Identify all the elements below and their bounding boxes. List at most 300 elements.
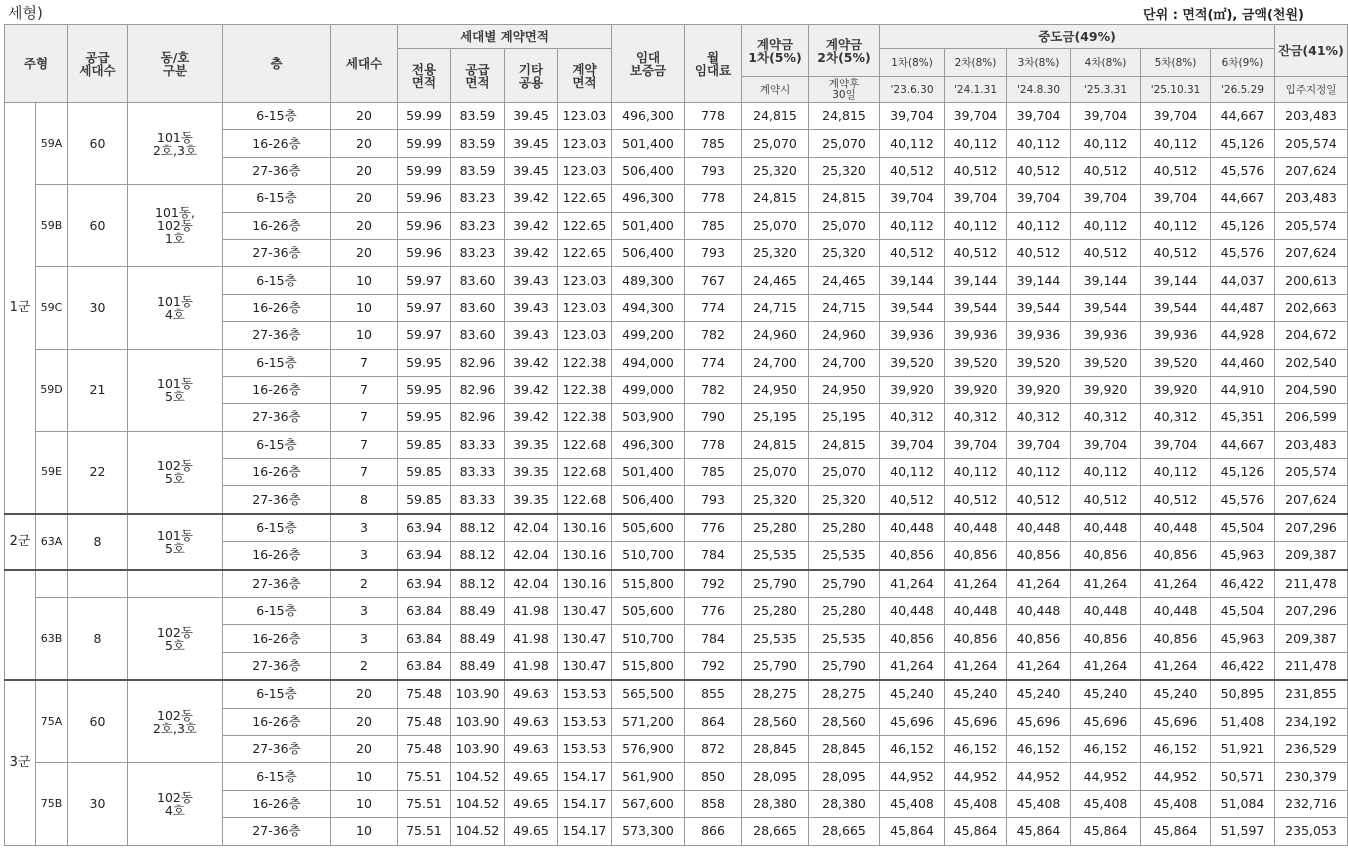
table-row <box>5 680 1348 708</box>
table-cell: 3 <box>331 514 398 542</box>
table-cell: 25,070 <box>809 212 880 239</box>
table-cell: 44,667 <box>1211 103 1275 130</box>
table-cell: 46,152 <box>1007 735 1071 762</box>
table-cell: 39.42 <box>505 349 558 376</box>
table-cell: 25,320 <box>809 239 880 266</box>
table-cell: 153.53 <box>558 735 612 762</box>
table-cell: 25,535 <box>809 542 880 570</box>
table-cell: 130.16 <box>558 570 612 598</box>
table-cell: 20 <box>331 680 398 708</box>
table-cell: 45,576 <box>1211 486 1275 514</box>
type-label <box>36 570 68 598</box>
table-cell: 25,320 <box>742 239 809 266</box>
table-cell: 153.53 <box>558 680 612 708</box>
table-cell: 45,864 <box>880 818 945 845</box>
type-label: 75B <box>36 763 68 845</box>
table-cell: 40,856 <box>1071 542 1141 570</box>
table-cell: 16-26층 <box>223 625 331 652</box>
table-cell: 205,574 <box>1275 459 1348 486</box>
table-cell: 104.52 <box>451 790 505 817</box>
table-cell: 39,704 <box>945 103 1007 130</box>
table-cell: 209,387 <box>1275 625 1348 652</box>
table-cell: 46,422 <box>1211 570 1275 598</box>
supply-units: 60 <box>68 103 128 185</box>
table-cell: 83.59 <box>451 103 505 130</box>
table-cell: 27-36층 <box>223 322 331 349</box>
table-cell: 792 <box>685 570 742 598</box>
table-row <box>5 763 1348 790</box>
table-cell: 39,704 <box>880 431 945 458</box>
table-cell: 16-26층 <box>223 459 331 486</box>
table-cell: 496,300 <box>612 185 685 212</box>
table-cell: 83.33 <box>451 459 505 486</box>
table-cell: 20 <box>331 735 398 762</box>
table-cell: 153.53 <box>558 708 612 735</box>
table-cell: 40,512 <box>1071 486 1141 514</box>
table-cell: 44,952 <box>1141 763 1211 790</box>
table-cell: 24,960 <box>809 322 880 349</box>
table-cell: 83.23 <box>451 185 505 212</box>
table-cell: 41,264 <box>1141 570 1211 598</box>
table-cell: 24,960 <box>742 322 809 349</box>
table-cell: 39,704 <box>880 103 945 130</box>
table-cell: 59.85 <box>398 431 451 458</box>
table-cell: 25,070 <box>742 212 809 239</box>
table-cell: 499,200 <box>612 322 685 349</box>
supply-units: 30 <box>68 267 128 349</box>
table-cell: 44,952 <box>945 763 1007 790</box>
table-cell: 122.65 <box>558 185 612 212</box>
table-cell: 88.49 <box>451 598 505 625</box>
table-cell: 41,264 <box>880 570 945 598</box>
table-cell: 40,448 <box>1007 598 1071 625</box>
header-mid-date-1: '23.6.30 <box>880 77 945 103</box>
header-mid-6: 6차(9%) <box>1211 49 1275 77</box>
table-cell: 59.99 <box>398 103 451 130</box>
group-label: 1군 <box>5 103 36 514</box>
table-cell: 45,408 <box>945 790 1007 817</box>
header-exclusive: 전용 면적 <box>398 49 451 103</box>
table-cell: 205,574 <box>1275 212 1348 239</box>
table-cell: 88.49 <box>451 652 505 680</box>
table-cell: 40,112 <box>880 212 945 239</box>
type-label: 63B <box>36 598 68 681</box>
table-cell: 784 <box>685 625 742 652</box>
table-cell: 49.63 <box>505 708 558 735</box>
table-cell: 782 <box>685 322 742 349</box>
table-cell: 24,815 <box>809 103 880 130</box>
header-type: 주형 <box>5 25 68 103</box>
type-label: 75A <box>36 680 68 763</box>
supply-units <box>68 570 128 598</box>
table-cell: 25,320 <box>809 486 880 514</box>
table-cell: 8 <box>331 486 398 514</box>
table-cell: 41,264 <box>945 652 1007 680</box>
price-table <box>4 24 1348 846</box>
table-cell: 45,240 <box>880 680 945 708</box>
table-row <box>5 185 1348 212</box>
table-cell: 25,070 <box>742 130 809 157</box>
table-cell: 25,195 <box>742 404 809 431</box>
table-cell: 573,300 <box>612 818 685 845</box>
table-cell: 25,535 <box>742 625 809 652</box>
table-cell: 88.12 <box>451 514 505 542</box>
table-cell: 51,597 <box>1211 818 1275 845</box>
table-cell: 10 <box>331 790 398 817</box>
table-cell: 39,544 <box>1007 294 1071 321</box>
table-cell: 40,512 <box>945 239 1007 266</box>
table-cell: 39.42 <box>505 239 558 266</box>
supply-units: 8 <box>68 598 128 681</box>
type-label: 59A <box>36 103 68 185</box>
table-cell: 39.35 <box>505 431 558 458</box>
supply-units: 22 <box>68 431 128 514</box>
dong-ho: 101동 5호 <box>128 514 223 570</box>
table-cell: 45,240 <box>1007 680 1071 708</box>
table-cell: 24,465 <box>809 267 880 294</box>
table-cell: 6-15층 <box>223 349 331 376</box>
table-cell: 25,280 <box>742 514 809 542</box>
table-cell: 3 <box>331 598 398 625</box>
table-cell: 25,320 <box>742 486 809 514</box>
table-cell: 40,856 <box>880 542 945 570</box>
table-row <box>5 431 1348 458</box>
table-cell: 39,920 <box>1071 376 1141 403</box>
table-cell: 40,856 <box>880 625 945 652</box>
table-cell: 39,144 <box>1007 267 1071 294</box>
table-cell: 499,000 <box>612 376 685 403</box>
table-cell: 39.43 <box>505 267 558 294</box>
table-cell: 122.68 <box>558 431 612 458</box>
table-cell: 49.65 <box>505 818 558 845</box>
table-cell: 793 <box>685 239 742 266</box>
table-cell: 123.03 <box>558 157 612 184</box>
table-cell: 45,126 <box>1211 130 1275 157</box>
table-cell: 39,544 <box>1141 294 1211 321</box>
table-cell: 45,351 <box>1211 404 1275 431</box>
table-cell: 40,112 <box>1071 130 1141 157</box>
header-mid-1: 1차(8%) <box>880 49 945 77</box>
table-cell: 6-15층 <box>223 103 331 130</box>
table-cell: 25,535 <box>809 625 880 652</box>
table-cell: 45,408 <box>1007 790 1071 817</box>
table-cell: 28,665 <box>809 818 880 845</box>
table-cell: 49.63 <box>505 680 558 708</box>
table-cell: 16-26층 <box>223 790 331 817</box>
table-cell: 510,700 <box>612 625 685 652</box>
table-cell: 45,126 <box>1211 212 1275 239</box>
table-cell: 494,000 <box>612 349 685 376</box>
table-cell: 25,195 <box>809 404 880 431</box>
table-cell: 154.17 <box>558 790 612 817</box>
table-cell: 123.03 <box>558 294 612 321</box>
table-cell: 39,144 <box>945 267 1007 294</box>
table-cell: 6-15층 <box>223 185 331 212</box>
header-down2-when: 계약후 30일 <box>809 77 880 103</box>
table-cell: 16-26층 <box>223 130 331 157</box>
header-floor: 층 <box>223 25 331 103</box>
table-cell: 122.38 <box>558 376 612 403</box>
table-cell: 209,387 <box>1275 542 1348 570</box>
table-cell: 41.98 <box>505 598 558 625</box>
table-cell: 28,380 <box>809 790 880 817</box>
table-cell: 39.45 <box>505 157 558 184</box>
table-cell: 83.59 <box>451 157 505 184</box>
table-cell: 46,152 <box>945 735 1007 762</box>
table-cell: 59.95 <box>398 376 451 403</box>
table-cell: 40,112 <box>880 130 945 157</box>
table-cell: 864 <box>685 708 742 735</box>
table-cell: 207,296 <box>1275 598 1348 625</box>
table-cell: 44,952 <box>1071 763 1141 790</box>
table-cell: 40,512 <box>945 486 1007 514</box>
table-cell: 39,544 <box>945 294 1007 321</box>
table-cell: 63.84 <box>398 598 451 625</box>
table-cell: 39,704 <box>1007 431 1071 458</box>
table-cell: 202,663 <box>1275 294 1348 321</box>
header-mid-5: 5차(8%) <box>1141 49 1211 77</box>
table-cell: 792 <box>685 652 742 680</box>
table-cell: 83.60 <box>451 267 505 294</box>
table-cell: 27-36층 <box>223 652 331 680</box>
table-cell: 59.95 <box>398 404 451 431</box>
table-cell: 45,696 <box>1007 708 1071 735</box>
table-cell: 63.94 <box>398 542 451 570</box>
table-cell: 211,478 <box>1275 652 1348 680</box>
header-down2: 계약금 2차(5%) <box>809 25 880 77</box>
table-cell: 10 <box>331 818 398 845</box>
table-cell: 2 <box>331 652 398 680</box>
table-cell: 40,856 <box>1141 625 1211 652</box>
table-cell: 27-36층 <box>223 239 331 266</box>
table-cell: 20 <box>331 185 398 212</box>
table-cell: 40,112 <box>1007 212 1071 239</box>
dong-ho: 102동 4호 <box>128 763 223 845</box>
supply-units: 60 <box>68 680 128 763</box>
table-cell: 27-36층 <box>223 486 331 514</box>
table-cell: 16-26층 <box>223 376 331 403</box>
table-cell: 793 <box>685 486 742 514</box>
table-cell: 45,240 <box>1071 680 1141 708</box>
table-cell: 75.48 <box>398 708 451 735</box>
table-cell: 40,512 <box>1071 239 1141 266</box>
table-cell: 40,856 <box>1071 625 1141 652</box>
table-cell: 25,070 <box>809 459 880 486</box>
table-cell: 82.96 <box>451 404 505 431</box>
table-cell: 40,112 <box>1007 459 1071 486</box>
dong-ho: 101동 4호 <box>128 267 223 349</box>
table-cell: 7 <box>331 349 398 376</box>
table-cell: 49.63 <box>505 735 558 762</box>
table-cell: 130.16 <box>558 542 612 570</box>
table-cell: 63.84 <box>398 652 451 680</box>
table-cell: 20 <box>331 239 398 266</box>
table-cell: 39.43 <box>505 294 558 321</box>
table-cell: 782 <box>685 376 742 403</box>
table-cell: 40,112 <box>1007 130 1071 157</box>
table-cell: 39,544 <box>1071 294 1141 321</box>
table-cell: 20 <box>331 157 398 184</box>
table-cell: 24,465 <box>742 267 809 294</box>
table-cell: 45,864 <box>945 818 1007 845</box>
table-cell: 28,560 <box>809 708 880 735</box>
table-cell: 206,599 <box>1275 404 1348 431</box>
table-cell: 104.52 <box>451 763 505 790</box>
table-cell: 10 <box>331 267 398 294</box>
table-cell: 40,112 <box>945 212 1007 239</box>
table-cell: 40,448 <box>1141 598 1211 625</box>
table-cell: 44,952 <box>880 763 945 790</box>
table-cell: 39,936 <box>1141 322 1211 349</box>
table-cell: 39,144 <box>1141 267 1211 294</box>
table-cell: 59.97 <box>398 322 451 349</box>
table-cell: 24,715 <box>742 294 809 321</box>
table-cell: 83.60 <box>451 294 505 321</box>
table-cell: 39,920 <box>1141 376 1211 403</box>
table-cell: 39,704 <box>880 185 945 212</box>
table-cell: 39,920 <box>1007 376 1071 403</box>
table-cell: 7 <box>331 404 398 431</box>
table-cell: 785 <box>685 212 742 239</box>
header-monthly: 월 임대료 <box>685 25 742 103</box>
table-cell: 503,900 <box>612 404 685 431</box>
table-cell: 25,790 <box>742 570 809 598</box>
table-cell: 872 <box>685 735 742 762</box>
table-cell: 39.35 <box>505 486 558 514</box>
table-cell: 45,240 <box>1141 680 1211 708</box>
dong-ho: 101동 5호 <box>128 349 223 431</box>
table-row <box>5 103 1348 130</box>
table-cell: 39,704 <box>945 185 1007 212</box>
table-cell: 39,704 <box>1141 185 1211 212</box>
table-cell: 40,112 <box>1071 459 1141 486</box>
table-cell: 236,529 <box>1275 735 1348 762</box>
table-cell: 24,815 <box>809 185 880 212</box>
table-cell: 40,856 <box>1141 542 1211 570</box>
table-cell: 20 <box>331 708 398 735</box>
table-cell: 44,910 <box>1211 376 1275 403</box>
table-cell: 39,704 <box>1007 185 1071 212</box>
table-cell: 28,275 <box>809 680 880 708</box>
table-cell: 784 <box>685 542 742 570</box>
table-cell: 39,704 <box>1071 103 1141 130</box>
dong-ho: 102동 2호,3호 <box>128 680 223 763</box>
table-cell: 858 <box>685 790 742 817</box>
table-cell: 51,921 <box>1211 735 1275 762</box>
table-cell: 44,460 <box>1211 349 1275 376</box>
table-cell: 2 <box>331 570 398 598</box>
table-cell: 232,716 <box>1275 790 1348 817</box>
table-cell: 39.45 <box>505 103 558 130</box>
table-cell: 40,312 <box>1141 404 1211 431</box>
table-cell: 567,600 <box>612 790 685 817</box>
dong-ho: 102동 5호 <box>128 598 223 681</box>
table-cell: 6-15층 <box>223 680 331 708</box>
type-label: 59B <box>36 185 68 267</box>
table-cell: 39,936 <box>945 322 1007 349</box>
table-cell: 20 <box>331 103 398 130</box>
table-cell: 49.65 <box>505 790 558 817</box>
header-mid-date-5: '25.10.31 <box>1141 77 1211 103</box>
table-cell: 40,112 <box>945 459 1007 486</box>
table-cell: 41,264 <box>1141 652 1211 680</box>
table-cell: 24,815 <box>742 103 809 130</box>
table-cell: 59.95 <box>398 349 451 376</box>
table-cell: 41.98 <box>505 625 558 652</box>
table-cell: 28,095 <box>809 763 880 790</box>
table-cell: 122.68 <box>558 459 612 486</box>
table-cell: 39.45 <box>505 130 558 157</box>
table-cell: 44,928 <box>1211 322 1275 349</box>
header-down1: 계약금 1차(5%) <box>742 25 809 77</box>
table-cell: 130.16 <box>558 514 612 542</box>
table-cell: 207,296 <box>1275 514 1348 542</box>
header-mid-group: 중도금(49%) <box>880 25 1275 49</box>
table-cell: 103.90 <box>451 735 505 762</box>
table-cell: 793 <box>685 157 742 184</box>
table-cell: 28,845 <box>809 735 880 762</box>
table-cell: 231,855 <box>1275 680 1348 708</box>
table-cell: 41,264 <box>880 652 945 680</box>
table-cell: 75.51 <box>398 818 451 845</box>
table-row <box>5 570 1348 598</box>
table-cell: 25,535 <box>742 542 809 570</box>
table-cell: 154.17 <box>558 818 612 845</box>
page-title: 세형) <box>8 4 43 22</box>
table-cell: 211,478 <box>1275 570 1348 598</box>
table-cell: 16-26층 <box>223 294 331 321</box>
table-cell: 40,512 <box>1007 157 1071 184</box>
header-mid-date-2: '24.1.31 <box>945 77 1007 103</box>
table-cell: 83.23 <box>451 239 505 266</box>
table-cell: 39,704 <box>945 431 1007 458</box>
table-cell: 45,408 <box>880 790 945 817</box>
table-cell: 130.47 <box>558 652 612 680</box>
table-cell: 39,520 <box>1071 349 1141 376</box>
table-cell: 39.43 <box>505 322 558 349</box>
table-cell: 41,264 <box>1007 652 1071 680</box>
header-mid-date-4: '25.3.31 <box>1071 77 1141 103</box>
table-cell: 44,952 <box>1007 763 1071 790</box>
table-cell: 40,112 <box>880 459 945 486</box>
table-cell: 40,512 <box>1141 239 1211 266</box>
table-cell: 27-36층 <box>223 818 331 845</box>
table-cell: 46,152 <box>880 735 945 762</box>
table-cell: 501,400 <box>612 459 685 486</box>
table-cell: 6-15층 <box>223 267 331 294</box>
supply-units: 30 <box>68 763 128 845</box>
table-cell: 6-15층 <box>223 763 331 790</box>
table-cell: 39,704 <box>1071 431 1141 458</box>
table-cell: 88.49 <box>451 625 505 652</box>
table-cell: 39.35 <box>505 459 558 486</box>
dong-ho: 102동 5호 <box>128 431 223 514</box>
table-cell: 28,845 <box>742 735 809 762</box>
table-cell: 45,576 <box>1211 157 1275 184</box>
table-cell: 24,815 <box>742 185 809 212</box>
table-cell: 130.47 <box>558 598 612 625</box>
table-cell: 205,574 <box>1275 130 1348 157</box>
table-cell: 28,560 <box>742 708 809 735</box>
table-cell: 202,540 <box>1275 349 1348 376</box>
table-cell: 7 <box>331 459 398 486</box>
type-label: 59E <box>36 431 68 514</box>
table-cell: 59.85 <box>398 486 451 514</box>
table-cell: 501,400 <box>612 212 685 239</box>
table-cell: 83.59 <box>451 130 505 157</box>
table-cell: 25,070 <box>742 459 809 486</box>
table-cell: 39,144 <box>1071 267 1141 294</box>
